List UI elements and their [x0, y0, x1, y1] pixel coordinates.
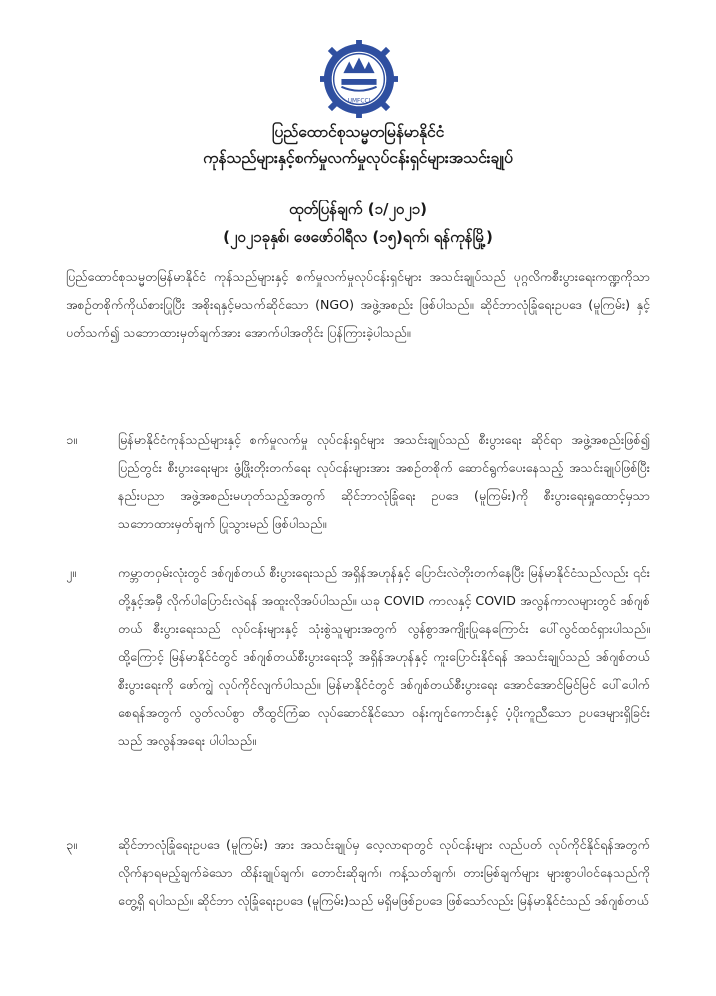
paragraph-number-3: ၃။	[66, 837, 77, 852]
intro-paragraph: ပြည်ထောင်စုသမ္မတမြန်မာနိုင်ငံ ကုန်သည်များနှင့် စက်မှုလက်မှုလုပ်ငန်းရှင်များ အသင်းချုပ်သည် ပုဂ္ဂလိကစီးပွားရေးကဏ္ဍကိုသာ အစဉ်တစိုက်ကိုယ်စားပြုပြီး အစိုးရနှင့်မသက်ဆိုင်သော (NGO) အဖွဲ့အစည်း ဖြစ်ပါသည်။ ဆိုင်ဘာလုံခြုံရေးဥပဒေ (မူကြမ်း) နှင့်ပတ်သက်၍ သဘောထားမှတ်ချက်အား အောက်ပါအတိုင်း ပြန်ကြားခဲ့ပါသည်။	[66, 269, 650, 340]
logo-text: UMFCCI	[347, 98, 371, 105]
paragraph-number-2: ၂။	[66, 565, 76, 580]
paragraph-3: ဆိုင်ဘာလုံခြုံရေးဥပဒေ (မူကြမ်း) အား အသင်းချုပ်မှ လေ့လာရာတွင် လုပ်ငန်းများ လည်ပတ် လုပ်ကိုင်နိုင်ရန်အတွက် လိုက်နာရမည့်ချက်ခဲသော ထိန်းချုပ်ချက်၊ တောင်းဆိုချက်၊ ကန့်သတ်ချက်၊ တားမြစ်ချက်များ များစွာပါဝင်နေသည်ကို တွေ့ရှိ ရပါသည်။ ဆိုင်ဘာ လုံခြုံရေးဥပဒေ (မူကြမ်း)သည် မရှိမဖြစ်ဥပဒေ ဖြစ်သော်လည်း မြန်မာနိုင်ငံသည် ဒစ်ဂျစ်တယ်	[118, 837, 650, 908]
paragraph-1: မြန်မာနိုင်ငံကုန်သည်များနှင့် စက်မှုလက်မှု လုပ်ငန်းရှင်များ အသင်းချုပ်သည် စီးပွားရေး ဆိုင်ရာ အဖွဲ့အစည်းဖြစ်၍ ပြည်တွင်း စီးပွားရေးများ ဖွံ့ဖြိုးတိုးတက်ရေး လုပ်ငန်းများအား အစဉ်တစိုက် ဆောင်ရွက်ပေးနေသည့် အသင်းချုပ်ဖြစ်ပြီး နည်းပညာ အဖွဲ့အစည်းမဟုတ်သည့်အတွက် ဆိုင်ဘာလုံခြုံရေး ဥပဒေ (မူကြမ်း)ကို စီးပွားရေးရှုထောင့်မှသာ သဘောထားမှတ်ချက် ပြုသွားမည် ဖြစ်ပါသည်။	[118, 432, 650, 531]
organization-name-line2: ကုန်သည်များနှင့်စက်မှုလက်မှုလုပ်ငန်းရှင်များအသင်းချုပ်	[203, 149, 513, 167]
umfcci-logo-icon	[320, 40, 398, 118]
organization-name-line1: ပြည်ထောင်စုသမ္မတမြန်မာနိုင်ငံ	[271, 123, 445, 141]
paragraph-number-1: ၁။	[66, 432, 77, 447]
statement-title: ထုတ်ပြန်ချက် (၁/၂၀၂၁)	[289, 200, 427, 218]
statement-date: (၂၀၂၁ခုနှစ်၊ ဖေဖော်ဝါရီလ (၁၅)ရက်၊ ရန်ကုန်မြို့)	[223, 228, 493, 246]
paragraph-2: ကမ္ဘာတဝှမ်းလုံးတွင် ဒစ်ဂျစ်တယ် စီးပွားရေးသည် အရှိန်အဟုန်နှင့် ပြောင်းလဲတိုးတက်နေပြီး မြန်မာနိုင်ငံသည်လည်း ၎င်းတို့နှင့်အမှီ လိုက်ပါပြောင်းလဲရန် အထူးလိုအပ်ပါသည်။ ယခု COVID ကာလနှင့် COVID အလွန်ကာလများတွင် ဒစ်ဂျစ်တယ် စီးပွားရေးသည် လုပ်ငန်းများနှင့် သုံးစွဲသူများအတွက် လွန်စွာအကျိုးပြုနေကြောင်း ပေါ်လွင်ထင်ရှားပါသည်။ ထို့ကြောင့် မြန်မာနိုင်ငံတွင် ဒစ်ဂျစ်တယ်စီးပွားရေးသို့ အရှိန်အဟုန်နှင့် ကူးပြောင်းနိုင်ရန် အသင်းချုပ်သည် ဒစ်ဂျစ်တယ်စီးပွားရေးကို ဖော်ကျွဲ လုပ်ကိုင်လျက်ပါသည်။ မြန်မာနိုင်ငံတွင် ဒစ်ဂျစ်တယ်စီးပွားရေး အောင်အောင်မြင်မြင် ပေါ်ပေါက်စေရန်အတွက် လွတ်လပ်စွာ တီထွင်ကြံဆ လုပ်ဆောင်နိုင်သော ဝန်းကျင်ကောင်းနှင့် ပံ့ပိုးကူညီသော ဥပဒေများရှိခြင်းသည် အလွန်အရေး ပါပါသည်။	[118, 565, 650, 748]
